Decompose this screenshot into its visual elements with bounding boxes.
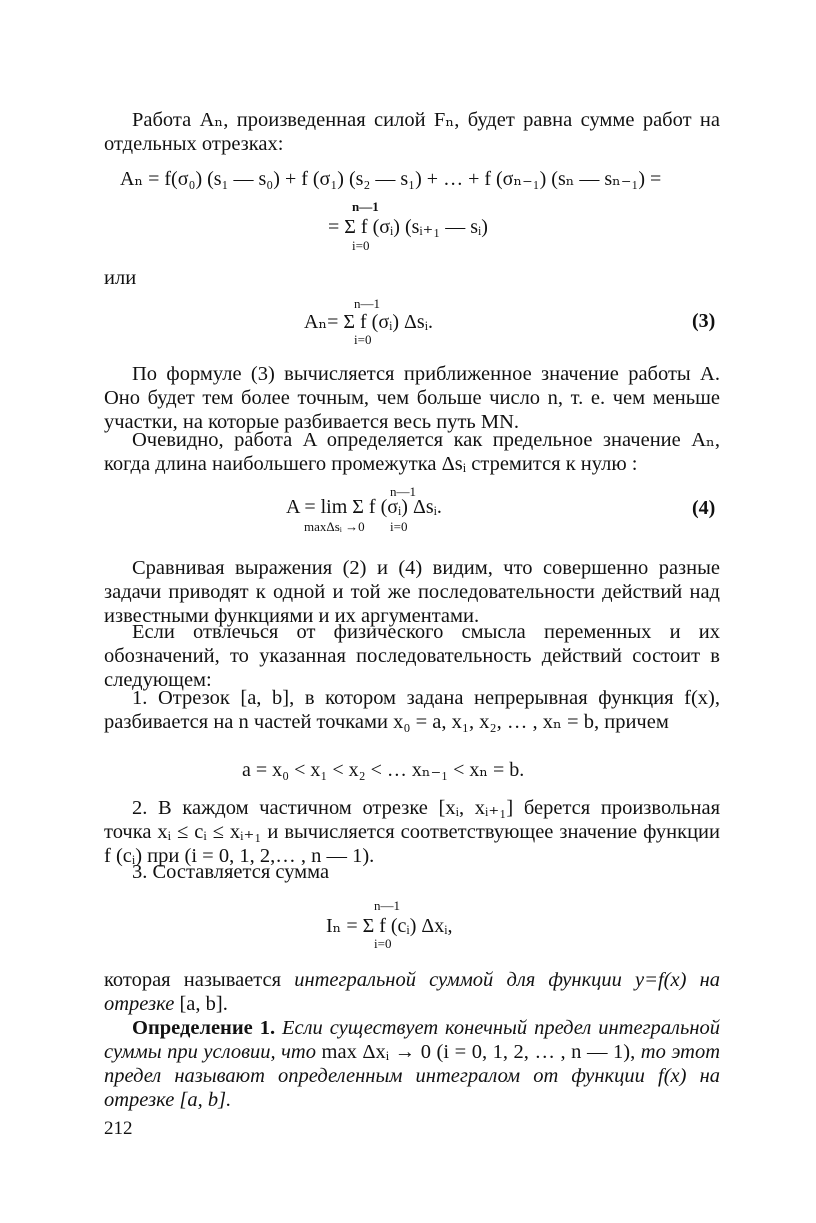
sum-lower-limit: i=0 bbox=[352, 238, 370, 253]
definition-math: max Δxᵢ → 0 (i = 0, 1, 2, … , n — 1), bbox=[321, 1041, 636, 1063]
paragraph-work-sum: Работа Aₙ, произведенная силой Fₙ, будет равна сумме работ на отдельных отрезках: bbox=[104, 109, 720, 155]
equation-work-expansion: Aₙ = f(σ₀) (s₁ — s₀) + f (σ₁) (s₂ — s₁) + … + f (σₙ₋₁) (sₙ — sₙ₋₁) = bbox=[120, 168, 662, 190]
term-integral-sum: интегральной суммой для функции y=f(x) на отрезке bbox=[104, 969, 720, 1015]
paragraph-step-1: 1. Отрезок [a, b], в котором задана непрерывная функция f(x), разбивается на n частей точками x₀ = a, x₁, x₂, … , xₙ = b, причем bbox=[104, 687, 720, 733]
definition-1 bbox=[104, 1016, 720, 1112]
paragraph-abstraction: Если отвлечься от физического смысла переменных и их обозначений, то указанная последовательность действий состоит в следующем: bbox=[104, 621, 720, 691]
sum-upper-limit: n—1 bbox=[374, 898, 400, 913]
equation-number-4: (4) bbox=[692, 497, 716, 519]
equation-work-sum: = Σ f (σᵢ) (sᵢ₊₁ — sᵢ) bbox=[328, 216, 488, 238]
sum-lower-limit: i=0 bbox=[390, 519, 408, 534]
paragraph-step-2: 2. В каждом частичном отрезке [xᵢ, xᵢ₊₁] берется произвольная точка xᵢ ≤ cᵢ ≤ xᵢ₊₁ и вычисляется соответствующее значение функции f (cᵢ) при (i = 0, 1, 2,… , n — 1). bbox=[104, 797, 720, 867]
equation-partition: a = x₀ < x₁ < x₂ < … xₙ₋₁ < xₙ = b. bbox=[242, 759, 525, 781]
text-normal: [a, b]. bbox=[174, 993, 228, 1015]
sum-upper-limit: n—1 bbox=[354, 296, 380, 311]
limit-condition: maxΔsᵢ →0 bbox=[304, 519, 365, 534]
equation-3: Aₙ= Σ f (σᵢ) Δsᵢ. bbox=[304, 311, 433, 333]
definition-text: то этот предел называют определенным интегралом от функции f(x) на отрезке [a, b]. bbox=[104, 1041, 721, 1111]
equation-integral-sum: Iₙ = Σ f (cᵢ) Δxᵢ, bbox=[326, 915, 453, 937]
definition-text: Если существует конечный предел интегральной суммы при условии, что bbox=[104, 1017, 720, 1063]
equation-4: A = lim Σ f (σᵢ) Δsᵢ. bbox=[286, 496, 442, 518]
sum-upper-limit: n—1 bbox=[390, 484, 416, 499]
definition-label: Определение 1. bbox=[132, 1017, 276, 1039]
paragraph-approximation: По формуле (3) вычисляется приближенное значение работы A. Оно будет тем более точным, чем больше число n, т. е. чем меньше участки, на которые разбивается весь путь MN. bbox=[104, 363, 720, 433]
text-normal: которая называется bbox=[104, 969, 295, 991]
page-number: 212 bbox=[104, 1118, 133, 1139]
equation-number-3: (3) bbox=[692, 310, 716, 332]
paragraph-step-3: 3. Составляется сумма bbox=[132, 861, 330, 883]
paragraph-comparison: Сравнивая выражения (2) и (4) видим, что совершенно разные задачи приводят к одной и той же последовательности действий над известными функциями и их аргументами. bbox=[104, 557, 720, 627]
sum-upper-limit: n—1 bbox=[352, 199, 379, 214]
sum-lower-limit: i=0 bbox=[354, 332, 372, 347]
paragraph-integral-sum bbox=[104, 968, 720, 1016]
word-or: или bbox=[104, 267, 137, 289]
sum-lower-limit: i=0 bbox=[374, 936, 392, 951]
paragraph-limit-value: Очевидно, работа A определяется как предельное значение Aₙ, когда длина наибольшего промежутка Δsᵢ стремится к нулю : bbox=[104, 429, 720, 475]
